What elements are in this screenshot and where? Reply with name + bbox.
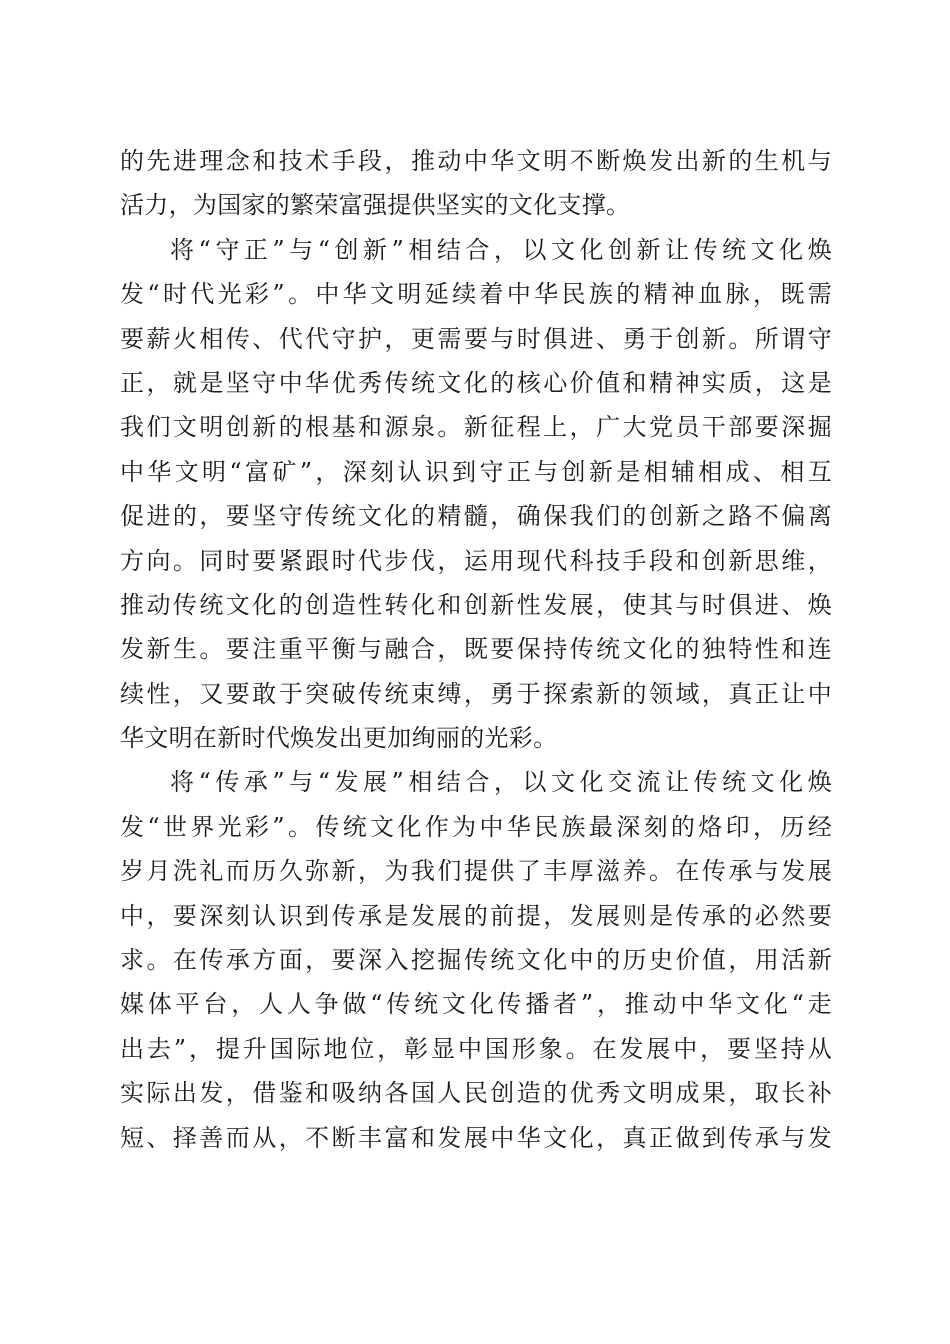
text-line: 要薪火相传、代代守护，更需要与时俱进、勇于创新。所谓守: [120, 324, 832, 353]
text-line: 发新生。要注重平衡与融合，既要保持传统文化的独特性和连: [120, 635, 832, 664]
text-line: 媒体平台，人人争做“传统文化传播者”，推动中华文化“走: [120, 990, 832, 1019]
text-line: 岁月洗礼而历久弥新，为我们提供了丰厚滋养。在传承与发展: [120, 857, 832, 886]
text-line: 推动传统文化的创造性转化和创新性发展，使其与时俱进、焕: [120, 590, 832, 619]
text-line: 短、择善而从，不断丰富和发展中华文化，真正做到传承与发: [120, 1123, 832, 1152]
text-line: 促进的，要坚守传统文化的精髓，确保我们的创新之路不偏离: [120, 502, 832, 531]
text-line: 中，要深刻认识到传承是发展的前提，发展则是传承的必然要: [120, 901, 832, 930]
text-line: 的先进理念和技术手段，推动中华文明不断焕发出新的生机与: [120, 147, 832, 175]
text-line: 发“世界光彩”。传统文化作为中华民族最深刻的烙印，历经: [120, 812, 832, 841]
text-line: 中华文明“富矿”，深刻认识到守正与创新是相辅相成、相互: [120, 457, 832, 486]
text-line: 方向。同时要紧跟时代步伐，运用现代科技手段和创新思维，: [120, 546, 832, 575]
paragraph-start-line: 将“传承”与“发展”相结合，以文化交流让传统文化焕: [170, 768, 832, 797]
text-line: 求。在传承方面，要深入挖掘传统文化中的历史价值，用活新: [120, 946, 832, 975]
text-line: 我们文明创新的根基和源泉。新征程上，广大党员干部要深掘: [120, 413, 832, 442]
body-text: [120, 139, 832, 1160]
text-line: 发“时代光彩”。中华文明延续着中华民族的精神血脉，既需: [120, 280, 832, 309]
text-line: 正，就是坚守中华优秀传统文化的核心价值和精神实质，这是: [120, 368, 832, 397]
text-line: 续性，又要敢于突破传统束缚，勇于探索新的领域，真正让中: [120, 679, 832, 708]
paragraph-end-line: 华文明在新时代焕发出更加绚丽的光彩。: [120, 724, 558, 753]
text-line: 出去”，提升国际地位，彰显中国形象。在发展中，要坚持从: [120, 1034, 832, 1063]
text-line: 实际出发，借鉴和吸纳各国人民创造的优秀文明成果，取长补: [120, 1079, 832, 1108]
paragraph-start-line: 将“守正”与“创新”相结合，以文化创新让传统文化焕: [170, 235, 832, 264]
paragraph-end-line: 活力，为国家的繁荣富强提供坚实的文化支撑。: [120, 191, 631, 220]
